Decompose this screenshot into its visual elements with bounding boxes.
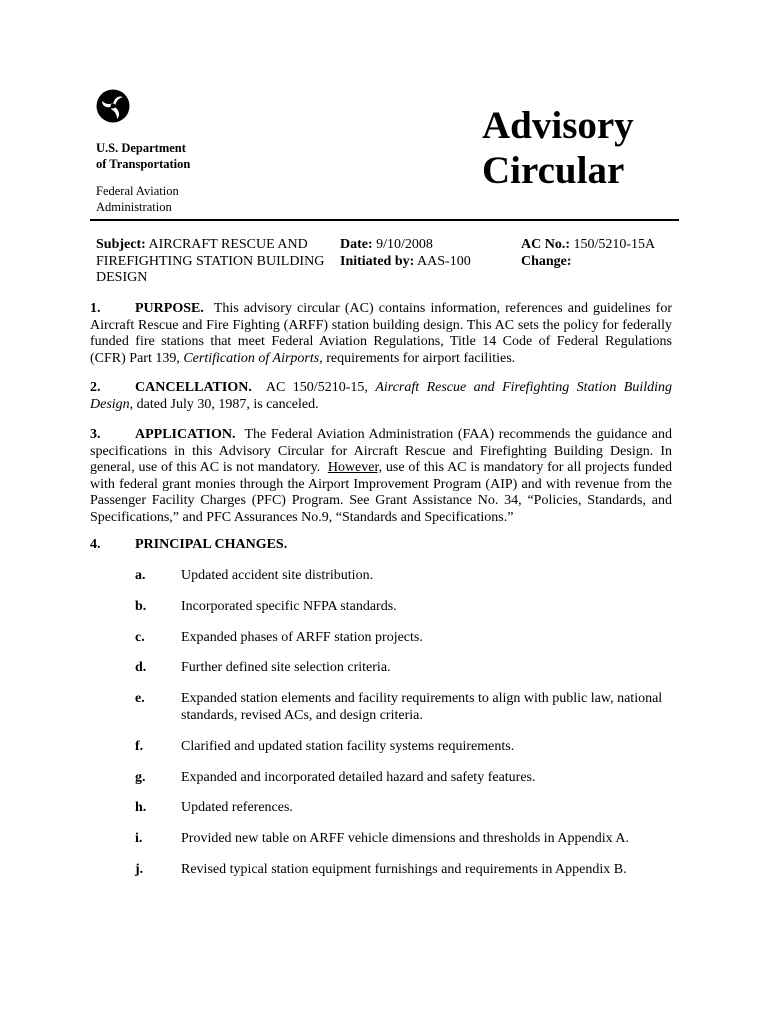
date-label: Date: (340, 237, 373, 252)
agency-name: Federal Aviation (96, 184, 179, 198)
date-value: 9/10/2008 (376, 237, 433, 252)
list-item-letter: e. (135, 691, 145, 706)
list-item-text: Clarified and updated station facility systems requirements. (181, 739, 515, 754)
section-text-end: use of this AC is mandatory for all projects funded with federal grant monies through the Airport Improvement Program (AIP) and with revenue from the Passenger Facility Charges (PFC) Program. See Grant Assistance No. 34, “Policies, Standards, and Specifications,” and PFC Assurances No.9, “Standards and Specifications.” (90, 460, 673, 525)
section-text: The Federal Aviation Administration (FAA) recommends the guidance and specifications in this Advisory Circular for Aircraft Rescue and Firefighting Building Design. In general, use of this AC is not mandatory. (90, 427, 672, 475)
section-number: 3. (90, 427, 101, 442)
section-text-end: , dated July 30, 1987, is canceled. (129, 396, 319, 412)
list-item-letter: g. (135, 770, 146, 785)
section-principal-changes (90, 537, 672, 554)
list-item-letter: c. (135, 630, 145, 645)
department-name-line2: of Transportation (96, 156, 191, 171)
initiated-label: Initiated by: (340, 253, 415, 269)
subject-label: Subject: (96, 237, 146, 252)
section-text-italic: Aircraft Rescue and Firefighting Station Building Design (90, 380, 673, 412)
section-number: 4. (90, 537, 101, 552)
list-item-letter: d. (135, 660, 147, 675)
section-heading: PRINCIPAL CHANGES. (135, 537, 288, 552)
section-purpose (90, 301, 672, 367)
list-item-letter: i. (135, 831, 143, 846)
section-text: This advisory circular (AC) contains information, references and guidelines for Aircraft Rescue and Fire Fighting (ARFF) station building design. This AC sets the policy for federally funded fire stations that meet Federal Aviation Regulations, Title 14 Code of Federal Regulations (CFR) Part 139, (90, 301, 672, 366)
agency-name-line2: Administration (96, 199, 172, 214)
section-application (90, 427, 672, 526)
initiated-value: AAS-100 (417, 253, 471, 269)
list-item-text: Updated references. (181, 800, 293, 815)
document-title (482, 103, 634, 193)
section-cancellation (90, 380, 672, 413)
section-number: 1. (90, 301, 101, 316)
list-item-text: Incorporated specific NFPA standards. (181, 599, 397, 614)
section-text-end: requirements for airport facilities. (326, 350, 516, 366)
section-number: 2. (90, 380, 101, 395)
list-item-letter: a. (135, 568, 146, 583)
section-heading: PURPOSE. (135, 301, 204, 316)
ac-number-label: AC No.: (521, 237, 570, 252)
subject-value: AIRCRAFT RESCUE AND FIREFIGHTING STATION BUILDING DESIGN (96, 237, 325, 285)
agency-block (96, 141, 190, 215)
title-line-2: Circular (482, 149, 625, 192)
section-text: AC 150/5210-15, (265, 380, 368, 395)
list-item-letter: j. (135, 862, 144, 877)
list-item-letter: b. (135, 599, 147, 614)
section-heading: CANCELLATION. (135, 380, 252, 395)
subject-block (96, 237, 336, 287)
list-item-text: Updated accident site distribution. (181, 568, 374, 583)
department-name: U.S. Department (96, 141, 186, 155)
date-block (340, 237, 510, 270)
list-item-text: Revised typical station equipment furnishings and requirements in Appendix B. (181, 862, 627, 877)
list-item-text: Further defined site selection criteria. (181, 660, 391, 675)
section-text-underline: However, (327, 460, 383, 475)
section-text-italic: Certification of Airports, (183, 350, 323, 366)
change-label: Change: (521, 253, 572, 269)
list-item-text: Expanded phases of ARFF station projects. (181, 630, 423, 645)
section-heading: APPLICATION. (135, 427, 236, 442)
list-item-letter: f. (135, 739, 144, 754)
title-line-1: Advisory (482, 104, 634, 147)
ac-number-block (521, 237, 681, 270)
list-item-letter: h. (135, 800, 147, 815)
ac-number-value: 150/5210-15A (573, 237, 656, 252)
list-item-text: Provided new table on ARFF vehicle dimensions and thresholds in Appendix A. (181, 831, 629, 846)
dot-triskelion-logo-icon (96, 89, 130, 123)
list-item-text: Expanded station elements and facility requirements to align with public law, national standards, revised ACs, and design criteria. (181, 691, 663, 723)
list-item-text: Expanded and incorporated detailed hazard and safety features. (181, 770, 536, 785)
header-divider (90, 219, 679, 221)
